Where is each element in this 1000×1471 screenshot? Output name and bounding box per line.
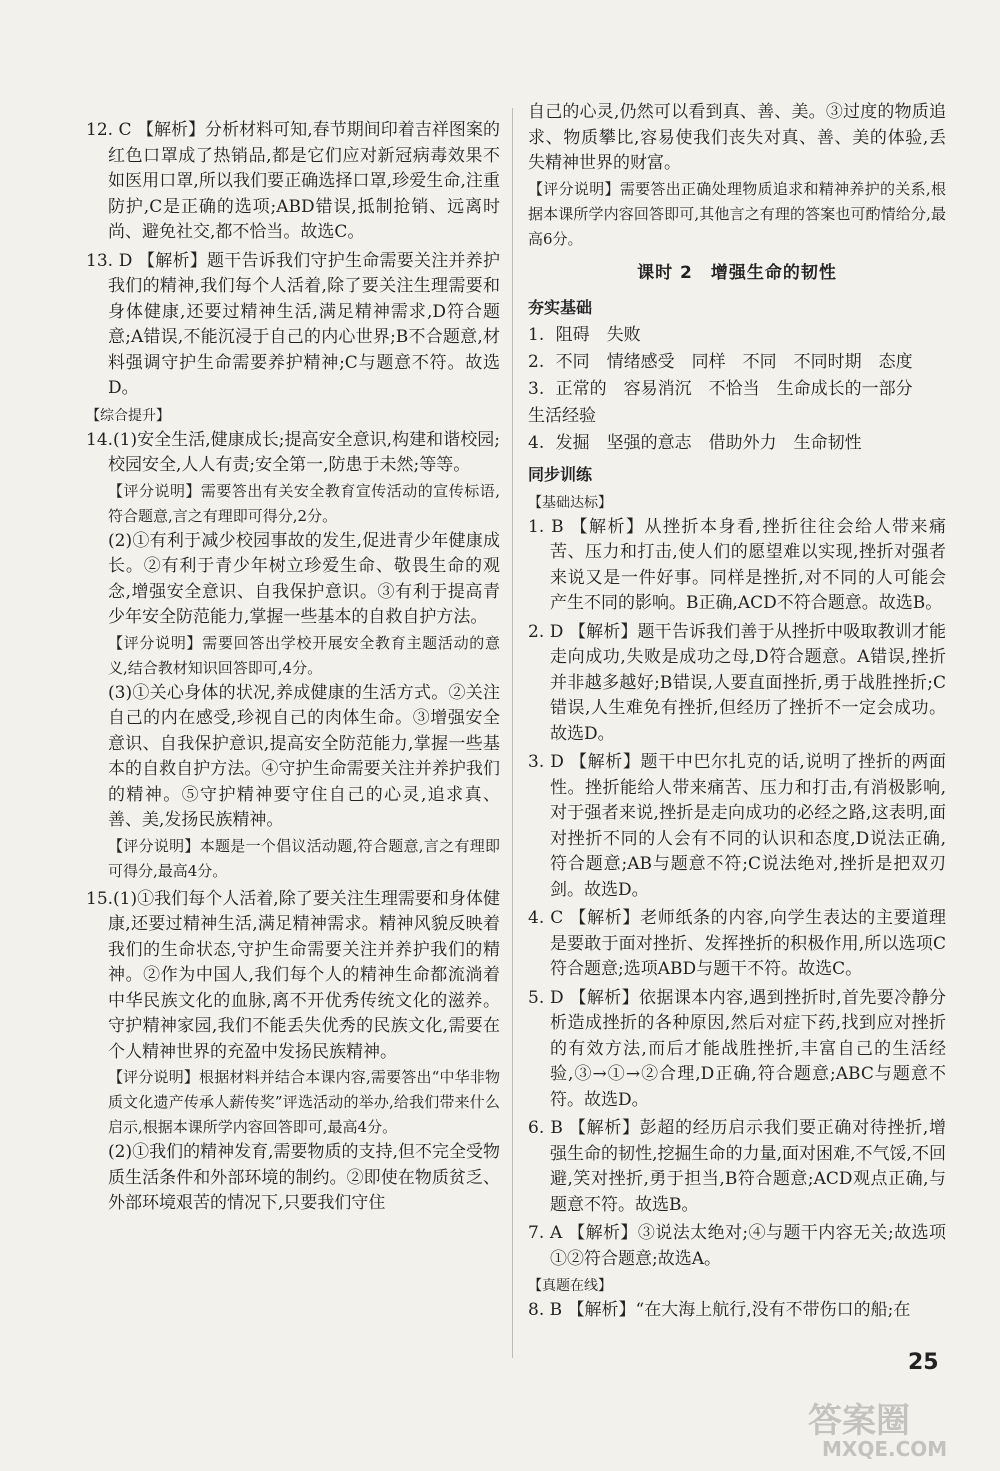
lesson-title: 课时 2 增强生命的韧性 (637, 262, 837, 283)
answer-8: 8. B 【解析】“在大海上航行,没有不带伤口的船;在 (528, 1300, 911, 1320)
answer-13: 13. D 【解析】题干告诉我们守护生命需要关注并养护我们的精神,我们每个人活着,除了要关注生理需要和身体健康,还要过精神生活,满足精神需求,D符合题意;A错误,不能沉浸于自己的内心世界;B不合题意,材料强调守护生命需要养护精神;C与题意不符。故选D。 (86, 250, 500, 398)
watermark-logo (800, 1392, 985, 1462)
logo-text: 答案圈 (808, 1401, 910, 1441)
fill-answer-2: 2. 不同 情绪感受 同样 不同 不同时期 态度 (528, 351, 913, 372)
section-practice: 同步训练 (528, 464, 593, 484)
right-column (528, 100, 946, 1324)
page-number: 25 (908, 1350, 939, 1375)
answer-15-scoring2: 【评分说明】需要答出正确处理物质追求和精神养护的关系,根据本课所学内容回答即可,其他言之有理的答案也可酌情给分,最高6分。 (528, 179, 946, 248)
tag-real-exam: 【真题在线】 (528, 1278, 612, 1294)
tag-basic-level: 【基础达标】 (528, 494, 612, 511)
fill-answer-3-cont: 生活经验 (528, 405, 596, 426)
answer-3: 3. D 【解析】题干中巴尔扎克的话,说明了挫折的两面性。挫折能给人带来痛苦、压力和打击,有消极影响,对于强者来说,挫折是走向成功的必经之路,这表明,面对挫折不同的人会有不同的认识和态度,D说法正确,符合题意;AB与题意不符;C说法绝对,挫折是把双刃剑。故选D。 (528, 752, 946, 900)
answer-12: 12. C 【解析】分析材料可知,春节期间印着吉祥图案的红色口罩成了热销品,都是它们应对新冠病毒效果不如医用口罩,所以我们要正确选择口罩,珍爱生命,注重防护,C是正确的选项;ABD错误,抵制抢销、远离时尚、避免社交,都不恰当。故选C。 (86, 120, 500, 242)
fill-answer-4: 4. 发掘 坚强的意志 借助外力 生命韧性 (528, 432, 862, 453)
answer-14-scoring1: 【评分说明】需要答出有关安全教育宣传活动的宣传标语,符合题意,言之有理即可得分,2分。 (108, 481, 500, 525)
fill-answer-1: 1. 阻碍 失败 (528, 324, 641, 345)
answer-1: 1. B 【解析】从挫折本身看,挫折往往会给人带来痛苦、压力和打击,使人们的愿望难以实现,挫折对强者来说又是一件好事。同样是挫折,对不同的人可能会产生不同的影响。B正确,ACD不符合题意。故选B。 (528, 516, 946, 613)
answer-15-scoring1: 【评分说明】根据材料并结合本课内容,需要答出“中华非物质文化遗产传承人薪传奖”评选活动的举办,给我们带来什么启示,根据本课所学内容回答即可,最高4分。 (108, 1068, 500, 1136)
answer-14-scoring2: 【评分说明】需要回答出学校开展安全教育主题活动的意义,结合教材知识回答即可,4分。 (108, 633, 500, 677)
fill-answer-3: 3. 正常的 容易消沉 不恰当 生命成长的一部分 (528, 378, 913, 399)
answer-15-part1: 15.(1)①我们每个人活着,除了要关注生理需要和身体健康,还要过精神生活,满足精神需求。精神风貌反映着我们的生命状态,守护生命需要关注并养护我们的精神。②作为中国人,我们每个人的精神生命都流淌着中华民族文化的血脉,离不开优秀传统文化的滋养。守护精神家园,我们不能丢失优秀的民族文化,需要在个人精神世界的充盈中发扬民族精神。 (86, 888, 500, 1062)
logo-url: MXQE.COM (822, 1437, 948, 1461)
answer-5: 5. D 【解析】依据课本内容,遇到挫折时,首先要冷静分析造成挫折的各种原因,然后对症下药,找到应对挫折的有效方法,而后才能战胜挫折,丰富自己的生活经验,③→①→②合理,D正确,符合题意;ABC与题意不符。故选D。 (528, 987, 946, 1110)
answer-7: 7. A 【解析】③说法太绝对;④与题干内容无关;故选项①②符合题意;故选A。 (528, 1223, 946, 1269)
answer-4: 4. C 【解析】老师纸条的内容,向学生表达的主要道理是要敢于面对挫折、发挥挫折的积极作用,所以选项C符合题意;选项ABD与题干不符。故选C。 (528, 908, 946, 979)
answer-15-continued: 自己的心灵,仍然可以看到真、善、美。③过度的物质追求、物质攀比,容易使我们丧失对真、善、美的体验,丢失精神世界的财富。 (528, 102, 946, 173)
answer-14-scoring3: 【评分说明】本题是一个倡议活动题,符合题意,言之有理即可得分,最高4分。 (108, 836, 500, 880)
section-basics: 夯实基础 (528, 297, 593, 317)
answer-2: 2. D 【解析】题干告诉我们善于从挫折中吸取教训才能走向成功,失败是成功之母,D符合题意。A错误,挫折并非越多越好;B错误,人要直面挫折,勇于战胜挫折;C错误,人生难免有挫折,但经历了挫折不一定会成功。故选D。 (528, 621, 946, 744)
section-comprehensive: 【综合提升】 (86, 407, 170, 424)
answer-14-part1: 14.(1)安全生活,健康成长;提高安全意识,构建和谐校园;校园安全,人人有责;安全第一,防患于未然;等等。 (86, 429, 500, 475)
answer-15-part2: (2)①我们的精神发育,需要物质的支持,但不完全受物质生活条件和外部环境的制约。②即使在物质贫乏、外部环境艰苦的情况下,只要我们守住 (108, 1142, 500, 1213)
answer-14-part2: (2)①有利于减少校园事故的发生,促进青少年健康成长。②有利于青少年树立珍爱生命、敬畏生命的观念,增强安全意识、自我保护意识。③有利于提高青少年安全防范能力,掌握一些基本的自救自护方法。 (108, 530, 500, 627)
column-divider (512, 108, 513, 1358)
left-column (86, 118, 500, 1217)
answer-6: 6. B 【解析】彭超的经历启示我们要正确对待挫折,增强生命的韧性,挖掘生命的力量,面对困难,不气馁,不回避,笑对挫折,勇于担当,B符合题意;ACD观点正确,与题意不符。故选B。 (528, 1118, 946, 1215)
answer-14-part3: (3)①关心身体的状况,养成健康的生活方式。②关注自己的内在感受,珍视自己的肉体生命。③增强安全意识、自我保护意识,提高安全防范能力,掌握一些基本的自救自护方法。④守护生命需要关注并养护我们的精神。⑤守护精神要守住自己的心灵,追求真、善、美,发扬民族精神。 (108, 682, 500, 830)
